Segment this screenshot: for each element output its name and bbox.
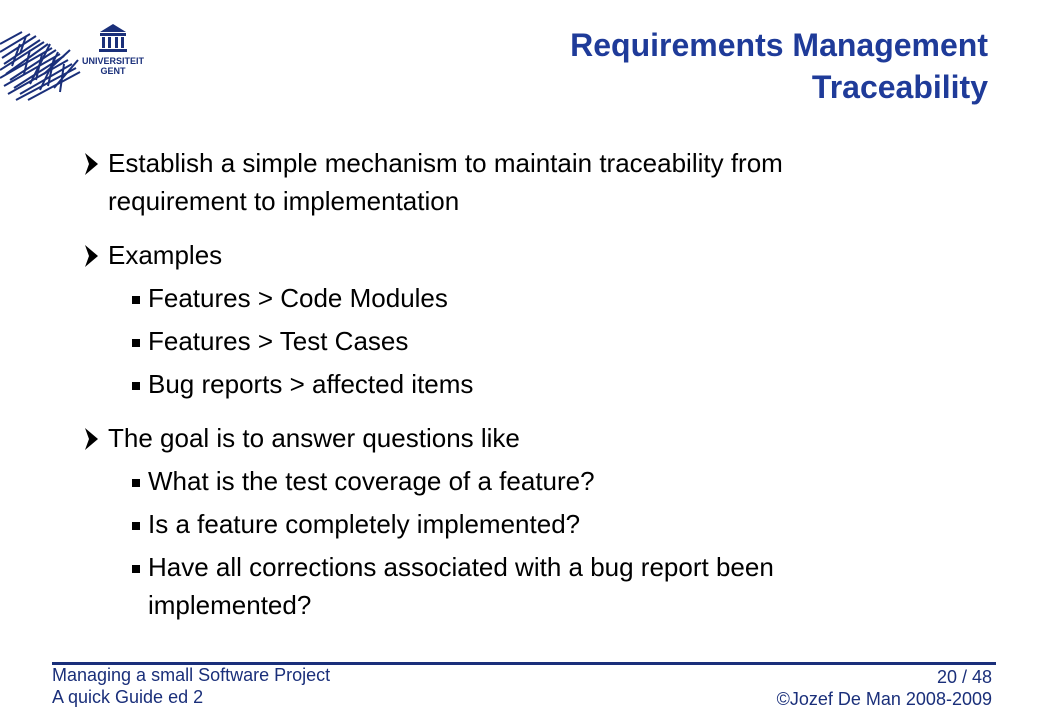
sub-bullet-text: Features > Test Cases <box>148 326 409 356</box>
square-bullet-icon <box>132 382 140 390</box>
copyright: ©Jozef De Man 2008-2009 <box>776 689 992 709</box>
arrow-bullet-icon <box>80 237 104 273</box>
universiteit-gent-logo <box>0 14 180 104</box>
sub-bullet-3-2 <box>80 505 1000 543</box>
slide-title-line2: Traceability <box>811 69 988 105</box>
logo-line1: UNIVERSITEIT <box>81 56 145 66</box>
slide-body <box>80 144 1000 624</box>
arrow-bullet-icon <box>80 420 104 456</box>
bullet-3-text: The goal is to answer questions like <box>108 423 520 453</box>
square-bullet-icon <box>132 296 140 304</box>
square-bullet-icon <box>132 565 140 573</box>
sub-bullet-text: Bug reports > affected items <box>148 369 474 399</box>
sub-bullet-3-3 <box>80 548 1000 624</box>
square-bullet-icon <box>132 522 140 530</box>
sub-bullet-2-3 <box>80 365 1000 403</box>
logo-graphic <box>0 14 180 104</box>
sub-bullet-text: What is the test coverage of a feature? <box>148 466 595 496</box>
arrow-bullet-icon <box>80 145 104 181</box>
sub-bullet-2-1 <box>80 279 1000 317</box>
footer-course: Managing a small Software Project <box>52 665 331 685</box>
bullet-3 <box>80 419 1000 457</box>
sub-bullet-text-line2: implemented? <box>148 590 312 620</box>
slide-title <box>268 24 988 108</box>
sub-bullet-text: Is a feature completely implemented? <box>148 509 581 539</box>
sub-bullet-text-line1: Have all corrections associated with a bug report been <box>148 552 774 582</box>
grass-strokes-icon <box>0 32 80 100</box>
sub-bullet-text: Features > Code Modules <box>148 283 448 313</box>
bullet-1 <box>80 144 1000 220</box>
building-icon <box>99 24 127 52</box>
sub-bullet-3-1 <box>80 462 1000 500</box>
footer-page-info <box>777 666 992 710</box>
page-number: 20 / 48 <box>936 667 992 687</box>
bullet-1-line1: Establish a simple mechanism to maintain traceability from <box>108 148 783 178</box>
footer-edition: A quick Guide ed 2 <box>52 687 204 707</box>
bullet-2-text: Examples <box>108 240 223 270</box>
slide-title-line1: Requirements Management <box>570 27 988 63</box>
bullet-1-line2: requirement to implementation <box>108 186 460 216</box>
footer-course-info <box>52 664 330 708</box>
square-bullet-icon <box>132 479 140 487</box>
bullet-2 <box>80 236 1000 274</box>
sub-bullet-2-2 <box>80 322 1000 360</box>
square-bullet-icon <box>132 339 140 347</box>
logo-line2: GENT <box>100 66 126 76</box>
